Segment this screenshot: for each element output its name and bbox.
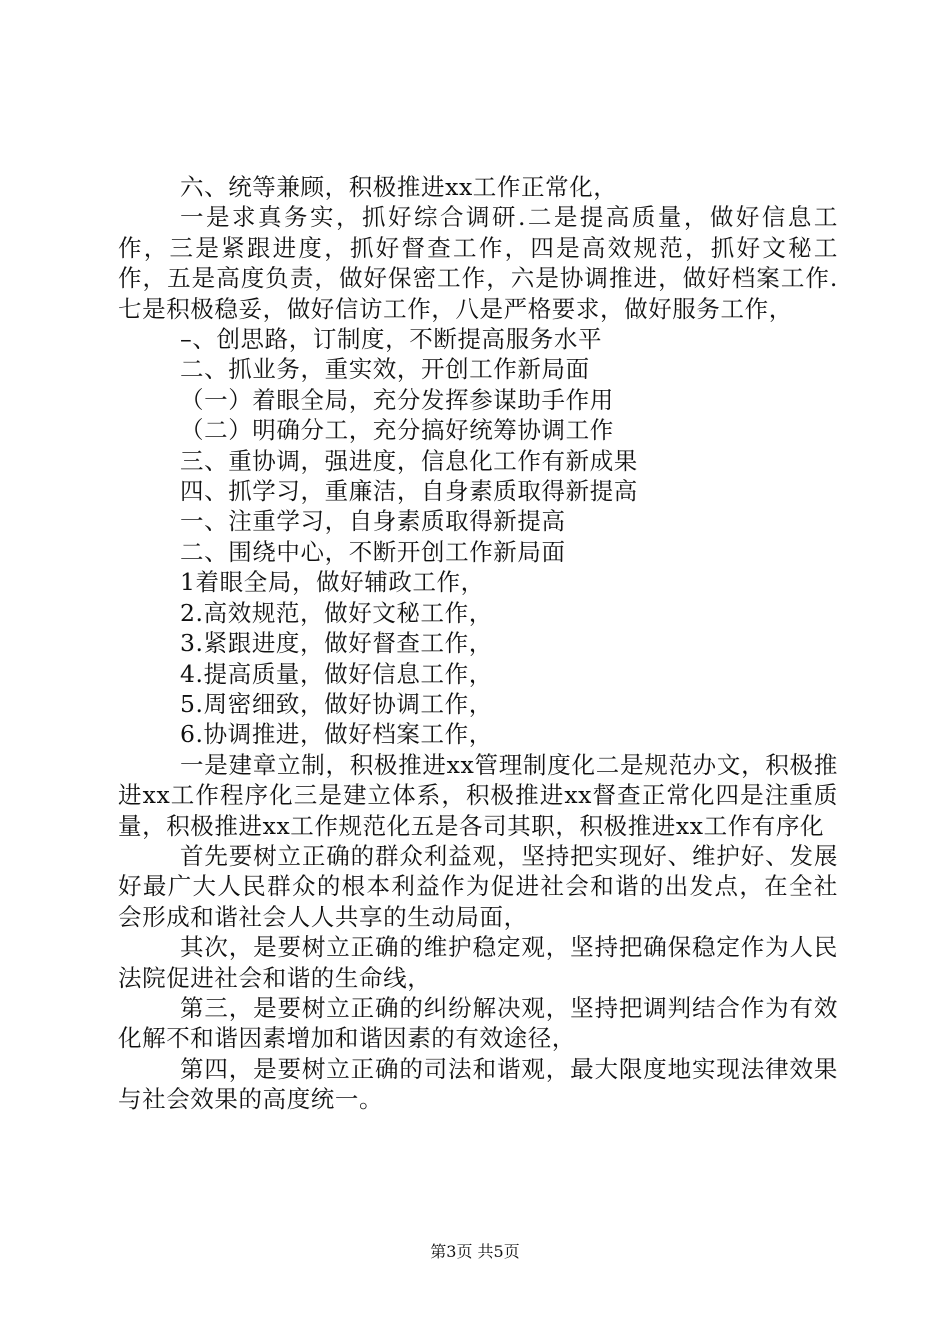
page-total: 共5页 <box>477 1242 520 1261</box>
paragraph: 一是建章立制，积极推进xx管理制度化二是规范办文，积极推进xx工作程序化三是建立体系，积极推进xx督查正常化四是注重质量，积极推进xx工作规范化五是各司其职，积极推进xx工作有序化 <box>118 750 838 840</box>
paragraph: 一是求真务实，抓好综合调研.二是提高质量，做好信息工作，三是紧跟进度，抓好督查工作，四是高效规范，抓好文秘工作，五是高度负责，做好保密工作，六是协调推进，做好档案工作.七是积极稳妥，做好信访工作，八是严格要求，做好服务工作， <box>118 203 838 323</box>
paragraph: 2.高效规范，做好文秘工作， <box>180 598 493 627</box>
paragraph: 其次，是要树立正确的维护稳定观，坚持把确保稳定作为人民法院促进社会和谐的生命线， <box>118 933 838 992</box>
paragraph: （二）明确分工，充分搞好统筹协调工作 <box>180 416 614 445</box>
paragraph: 一、注重学习，自身素质取得新提高 <box>180 507 566 536</box>
paragraph: 首先要树立正确的群众利益观，坚持把实现好、维护好、发展好最广大人民群众的根本利益作为促进社会和谐的出发点，在全社会形成和谐社会人人共享的生动局面， <box>118 841 838 931</box>
paragraph: （一）着眼全局，充分发挥参谋助手作用 <box>180 385 614 414</box>
paragraph: –、创思路，订制度，不断提高服务水平 <box>180 325 603 354</box>
paragraph: 6.协调推进，做好档案工作， <box>180 720 493 749</box>
paragraph: 第四，是要树立正确的司法和谐观，最大限度地实现法律效果与社会效果的高度统一。 <box>118 1054 838 1114</box>
paragraph: 六、统等兼顾，积极推进xx工作正常化， <box>180 173 618 201</box>
page-number: 第3页 <box>430 1242 473 1261</box>
paragraph: 5.周密细致，做好协调工作， <box>180 689 493 718</box>
paragraph: 1着眼全局，做好辅政工作， <box>180 568 485 597</box>
paragraph: 4.提高质量，做好信息工作， <box>180 659 493 688</box>
paragraph: 二、抓业务，重实效，开创工作新局面 <box>180 355 590 384</box>
paragraph: 3.紧跟进度，做好督查工作， <box>180 629 493 658</box>
paragraph: 三、重协调，强进度，信息化工作有新成果 <box>180 446 638 475</box>
paragraph: 第三，是要树立正确的纠纷解决观，坚持把调判结合作为有效化解不和谐因素增加和谐因素的有效途径， <box>118 993 838 1053</box>
paragraph: 四、抓学习，重廉洁，自身素质取得新提高 <box>180 477 638 506</box>
document-body <box>118 172 838 1115</box>
paragraph: 二、围绕中心，不断开创工作新局面 <box>180 537 566 566</box>
page-footer <box>0 1242 950 1262</box>
